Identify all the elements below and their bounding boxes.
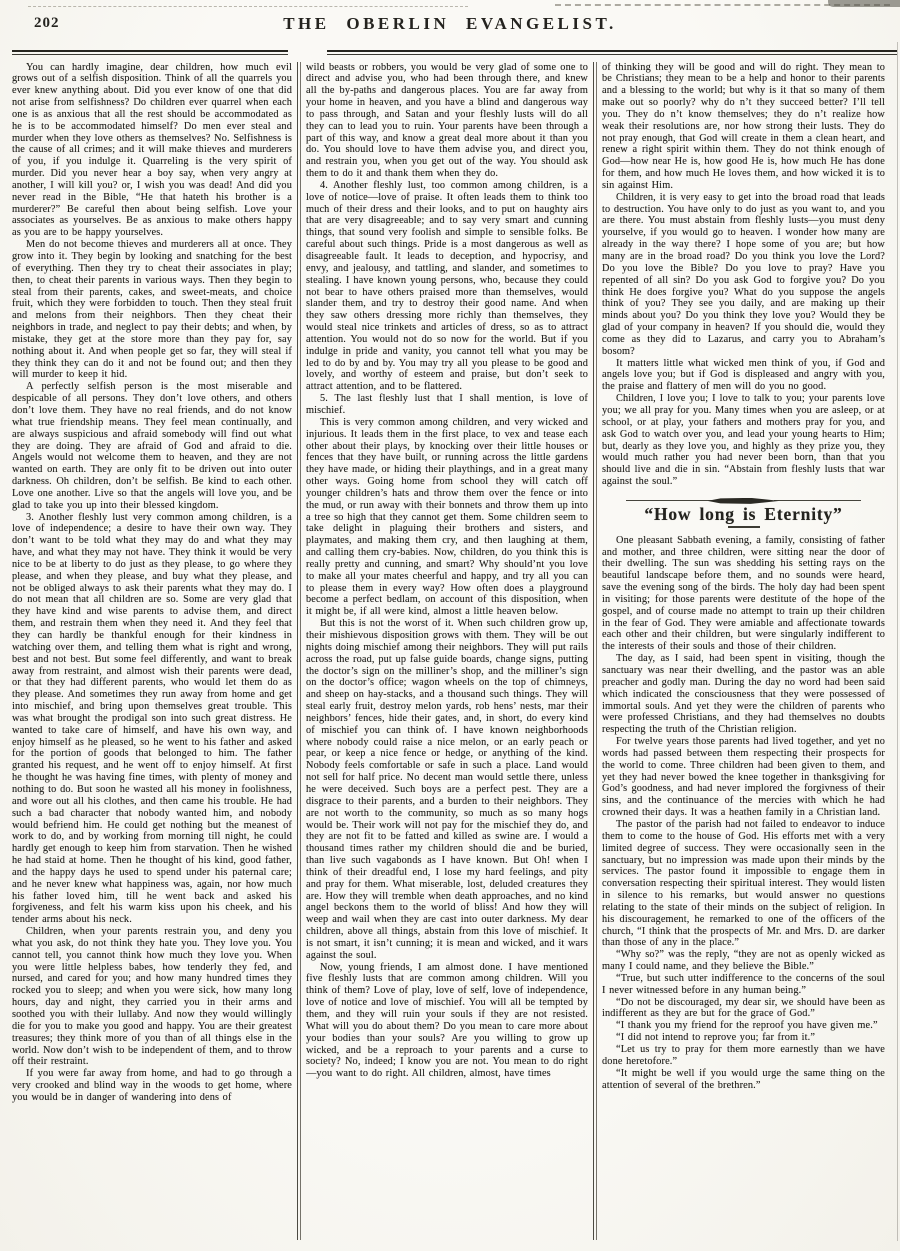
page-header	[0, 0, 900, 46]
heading-underline	[728, 526, 760, 528]
column-divider	[297, 62, 301, 1240]
masthead-title: THE OBERLIN EVANGELIST.	[283, 14, 617, 33]
page-number: 202	[34, 15, 60, 31]
article-paragraph: It matters little what wicked men think of you, if God and angels love you; but if God is displeased and angry with you, the praise and flattery of men will do you no good.	[602, 357, 885, 393]
article-paragraph: Men do not become thieves and murderers all at once. They grow into it. They begin by looking and snatching for the best of everything. Then they try to cheat their associates in play; then, to cheat their parents in various ways. Then they begin to steal from their parents, cakes, and sweet-meats, and choice fruit, which they were forbidden to touch. Then they steal fruit and melons from their neighbors. Then they cheat their neighbors in trade, and neglect to pay their debts; and when, by mistake, they get at the store more than they pay for, say nothing about it. And when people get so far, they will steal if they think they can do it and not be found out; and then they will murder to keep it hid.	[12, 239, 292, 381]
article-paragraph: A perfectly selfish person is the most miserable and despicable of all persons. They don’t love others, and others don’t love them. They have no real friends, and do not know what true friendship means. They feel mean continually, and are always suspicious and afraid somebody will find out what they are doing. They are afraid of God and afraid to die. Angels would not welcome them to heaven, and they are not wanted on earth. They are only fit to be driven out into outer darkness. Oh children, don’t be selfish. Be kind to each other. Love one another. Live so that the angels will love you, and be glad to take you up into their blessed kingdom.	[12, 381, 292, 511]
article-paragraph: “Do not be discouraged, my dear sir, we should have been as indifferent as they are but for the grace of God.”	[602, 996, 885, 1020]
article-paragraph: This is very common among children, and very wicked and injurious. It leads them in the first place, to vex and tease each other about their plays, by knocking over their little houses or fences that they have built, or running across the little gardens they have made, or hiding their playthings, and in a great many other ways. Going home from school they will catch off younger children’s hats and throw them over the fence or into the mud, or run away with their bonnets and throw them up into a tree so high that they cannot get them. Some children seem to take delight in plaguing their brothers and sisters, and playmates, and making them cry, and then laughing at them, and calling them cry-babies. Now, children, do you think this is really pretty and cunning, and smart? Why should’nt you love to make all your mates cheerful and happy, and try all you can to please them in every way? How often does a playground become a perfect bedlam, on account of this disposition, when it might be, if all were kind, almost a little heaven below.	[306, 416, 588, 618]
article-paragraph: 4. Another fleshly lust, too common among children, is a love of notice—love of praise. It often leads them to think too much of their dress and their looks, and to put on haughty airs that are very disagreeable; and to say very smart and cunning things, that sound very foolish and simple to sensible folks. Be careful about such things. Pride is a most dangerous as well as disagreeable fault. It leads to deception, and hypocrisy, and envy, and jealousy, and tattling, and slander, and sometimes to stealing. I have known young persons, who, because they could not bear to have others praised more than themselves, would slander them, and try to destroy their good name. And when they saw others dressing more richly than themselves, they would steal nice trinkets and articles of dress, so as to attract attention. You would not do so now for the world. But if you indulge in pride and vanity, you cannot tell what you may be led to do by and by. You may try all you please to be good and lovely, and worthy of esteem and praise, but don’t seek to attract attention, and to be flattered.	[306, 179, 588, 393]
article-paragraph: But this is not the worst of it. When such children grow up, their mishievous disposition grows with them. They will be out nights doing mischief among their neighbors. They will put rails across the road, put up false guide boards, change signs, putting the doctor’s sign on the milliner’s shop, and the milliner’s sign on the doctor’s office; wagon wheels on the top of chimneys, and sheep on hay-stacks, and a thousand such things. They will steal early fruit, destroy melon yards, rob hens’ nests, mar their neighbors’ fences, hide their gates, and, in short, do every kind of mischief you can think of. I have known neighborhoods where nobody could raise a nice melon, or an early peach or pear, or keep a nice fence or hedge, or anything of the kind. Nobody feels comfortable or safe in such a place. Land would not sell for half price. No decent man would settle there, unless he were deceived. Such boys are a perfect pest. They are a disgrace to their parents, and a burden to their neighbors. They are not worth to the community, so much as so many hogs would be. Their work will not pay for the mischief they do, and they are not fit to be fatted and killed as swine are. I would a thousand times rather my children should die and be buried, than live such vagabonds as I have known. But Oh! when I think of their dreadful end, I lose my hard feelings, and pity and pray for them. What miserable, lost, deluded creatures they are. How they will tremble when death approaches, and no kind angel beckons them to the world of bliss! And how they will weep and wail when they are cast into outer darkness. My dear children, above all things, abstain from this love of mischief. It is not smart, it isn’t cunning; it is mean and wicked, and it wars against the soul.	[306, 618, 588, 961]
column-divider	[593, 62, 597, 1240]
article-paragraph: The pastor of the parish had not failed to endeavor to induce them to come to the house of God. His efforts met with a very limited degree of success. They were occasionally seen in the sanctuary, but no impression was made upon their minds by the services. The pastor found it impossible to engage them in conversation respecting their spiritual interest. They would listen in silence to his remarks, but would answer no questions relating to the state of their minds on the subject of religion. In his discouragement, he remarked to one of the officers of the church, “I think that the prospects of Mr. and Mrs. D. are darker than those of any in the place.”	[602, 818, 885, 949]
article-paragraph: “I did not intend to reprove you; far from it.”	[616, 1032, 816, 1044]
article-paragraph: “True, but such utter indifference to the concerns of the soul I never witnessed before in any human being.”	[602, 972, 885, 996]
article-paragraph: wild beasts or robbers, you would be very glad of some one to direct and advise you, who had been through there, and knew all the by-paths and dangerous places. You are far away from your home in heaven, and you have a blind and dangerous way to pass through, and Satan and your fleshly lusts will do all they can to lead you to ruin. Your parents have been through a part of this way, and know a great deal more about it than you do. You should love to have them advise you, and direct you, and restrain you, when you get out of the way. You should ask them to do it and thank them when they do.	[306, 61, 588, 180]
header-rule-right	[327, 50, 897, 55]
header-rule	[12, 50, 900, 55]
ornament-diamond	[708, 498, 780, 504]
article-paragraph: “Let us try to pray for them more earnestly than we have done heretofore.”	[602, 1044, 885, 1067]
article-paragraph: The day, as I said, had been spent in visiting, though the sanctuary was near their dwelling, and the pastor was an able preacher and godly man. During the day no word had been said which indicated the consciousness that they were possessed of immortal souls. And yet they were the children of parents who were professed Christians, and they had themselves no doubts respecting the truth of the Christian religion.	[602, 653, 885, 736]
article-paragraph: of thinking they will be good and will do right. They mean to be Christians; they mean to be a help and honor to their parents and a blessing to the world; but why is it that so many of them make out so poorly? why do n’t they succeed better? I’ll tell you. They do n’t know themselves; they do n’t realize how weak their resolutions are, nor how strong their lusts. They do not pray enough, that God will create in them a clean heart, and renew a right spirit within them. They do not think enough of God—how near He is, how good He is, how much He has done for them, and how much He loves them, and how wicked it is to sin against Him.	[602, 61, 885, 191]
article-paragraph: If you were far away from home, and had to go through a very crooked and blind way in the woods to get home, where you would be in danger of wandering into dens of	[12, 1068, 292, 1103]
column-1	[12, 62, 292, 1242]
article-paragraph: Now, young friends, I am almost done. I have mentioned five fleshly lusts that are common among children. Will you think of them? Love of play, love of self, love of independence, love of notice and love of mischief. You will all be tempted by them, and they will ruin your souls if they are not resisted. What will you do about them? Do you mean to care more about your bodies than your souls? Are you willing to grow up wicked, and be a reproach to your parents and a curse to society? No, indeed; I know you are not. You mean to do right—you want to do right. All children, almost, have times	[306, 961, 588, 1080]
page-body	[0, 55, 900, 1242]
article-paragraph: You can hardly imagine, dear children, how much evil grows out of a selfish disposition. Think of all the quarrels you ever knew anything about. Did you ever know of one that did not arise from selfishness? Do children ever quarrel when each one is as anxious that all the rest should be accommodated as he is to be accommodated himself? Do men ever steal and murder when they love others as themselves? No. Selfishness is the cause of all crimes; and it will make thieves and murderers of you, if you indulge it. Quarreling is the very spirit of murder. Did you never hear a boy say, when very angry at another, I will kill you? or, I wish you was dead! And did you never read in the Bible, “He that hateth his brother is a murderer?” Be careful then about being selfish. Love your associates as yourselves. Be as anxious to make others happy as you are to be happy yourselves.	[12, 61, 292, 239]
column-3	[602, 62, 885, 1242]
article-paragraph: Children, it is very easy to get into the broad road that leads to destruction. You have only to do just as you want to, and you are there. You must abstain from fleshly lusts—you must deny yourselve, if you would go to heaven. I wonder how many are already in the way there? I hope some of you are; but how many are in the broad road? Do you think you love the Lord? Do you love the Bible? Do you love to pray? Have you repented of all sin? Do you ask God to forgive you? Do you think He does forgive you? What do you suppose the angels think of you? They see you daily, and are making up their minds about you? Do you think they love you? Would they be glad of your company in heaven? If you should die, would they come as they did to Lazarus, and carry you to Abraham’s bosom?	[602, 191, 885, 357]
article-paragraph: For twelve years those parents had lived together, and yet no words had passed between them respecting their prospects for the world to come. Three children had been given to them, and yet they had never bowed the knee together in thanksgiving for God’s goodness, and had never implored the forgivness of their sins, and the continuance of the mercies with which he had crowned their days. It was a heathen family in a Christian land.	[602, 736, 885, 819]
article-heading: “How long is Eternity”	[644, 503, 843, 524]
scan-page-edge	[897, 42, 898, 1241]
article-paragraph: 3. Another fleshly lust very common among children, is a love of independence; a desire to have their own way. They don’t want to be told what they may do and what they may have, and what they may not have. They think it would be very nice to be at liberty to do just as they please, to go where they please, and when they please, and buy what they please, and not be obliged always to ask their parents what they may do. I do not mean that all children are so. Some are very glad that they have kind and wise parents to advise them, and direct them, and restrain them when they need it. And they feel that they can hardly be thankful enough for their kindness in watching over them, and telling them what is right and wrong, best and not best. But some feel differently, and want to break away from restraint, and almost wish their parents were dead, or that they had different parents, who would let them do as they please. And sometimes they run away from home and get into mischief, and bring upon themselves great trouble. This was what brought the prodigal son into such great distress. He wanted to take care of himself, and have his own way, and enjoy himself as he pleased, so he went to his father and asked for the portion of goods that belonged to him. The father granted his request, and he went off to enjoy himself. At first he thought he was having fine times, with plenty of money and nothing to do. But soon he wasted all his money in foolishness, and wore out all his clothes, and then came his trouble. He had such a bad character that nobody wanted him, and nobody would befriend him. He could get nothing but the meanest of work to do, and by working from morning till night, he could hardly get enough to keep him from starvation. Then he wished he had staid at home. Then he thought of his kind, good father, and the happy days he used to spend under his paternal care; and he never knew what happiness was, again, nor how much his father loved him, till he went back and asked his forgiveness, and felt his warm kiss upon his cheek, and his tender arms about his neck.	[12, 511, 292, 926]
article-paragraph: “Why so?” was the reply, “they are not as openly wicked as many I could name, and they believe the Bible.”	[602, 949, 885, 973]
article-paragraph: 5. The last fleshly lust that I shall mention, is love of mischief.	[306, 393, 588, 416]
column-2	[306, 62, 588, 1242]
header-rule-left	[12, 50, 288, 55]
article-paragraph: Children, when your parents restrain you, and deny you what you ask, do not think they hate you. They love you. You cannot tell, you cannot think how much they love you. When you were little helpless babes, how tenderly they fed, and nursed, and cared for you; and how many hundred times they rocked you to sleep; and when you were sick, how many long hours, day and night, they carried you in their arms and soothed you with their lullaby. And now they would willingly die for you to make you good and happy. You are their greatest treasures; they think more of you than of all things else in the world. Now don’t wish to be independent of them, and to throw off their restraint.	[12, 926, 292, 1068]
ornament-line	[626, 500, 714, 501]
article-paragraph: Children, I love you; I love to talk to you; your parents love you; we all pray for you. Many times when you are asleep, or at school, or at play, your fathers and mothers pray for you, and ask God to watch over you, and lead your young hearts to Him; but, dearly as they love you, and highly as they prize you, they would much rather you had never been born, than that you should live and die in sin. “Abstain from fleshly lusts that war against the soul.”	[602, 393, 885, 488]
article-paragraph: “It might be well if you would urge the same thing on the attention of several of the brethren.”	[602, 1067, 885, 1091]
article-paragraph: “I thank you my friend for the reproof you have given me.”	[616, 1020, 878, 1032]
ornament-line	[774, 500, 862, 501]
article-paragraph: One pleasant Sabbath evening, a family, consisting of father and mother, and three children, were sitting near the door of their dwelling. The sun was shedding his setting rays on the beautiful landscape before them, and no sounds were heard, save the evening song of the birds. The holy day had been spent in visiting; for those parents were destitute of the hope of the gospel, and of course made no attempt to train up their children in the fear of God. They were amiable and affectionate towards each other and their children, but were singularly indifferent to the interests of their souls and those of their children.	[602, 534, 885, 653]
